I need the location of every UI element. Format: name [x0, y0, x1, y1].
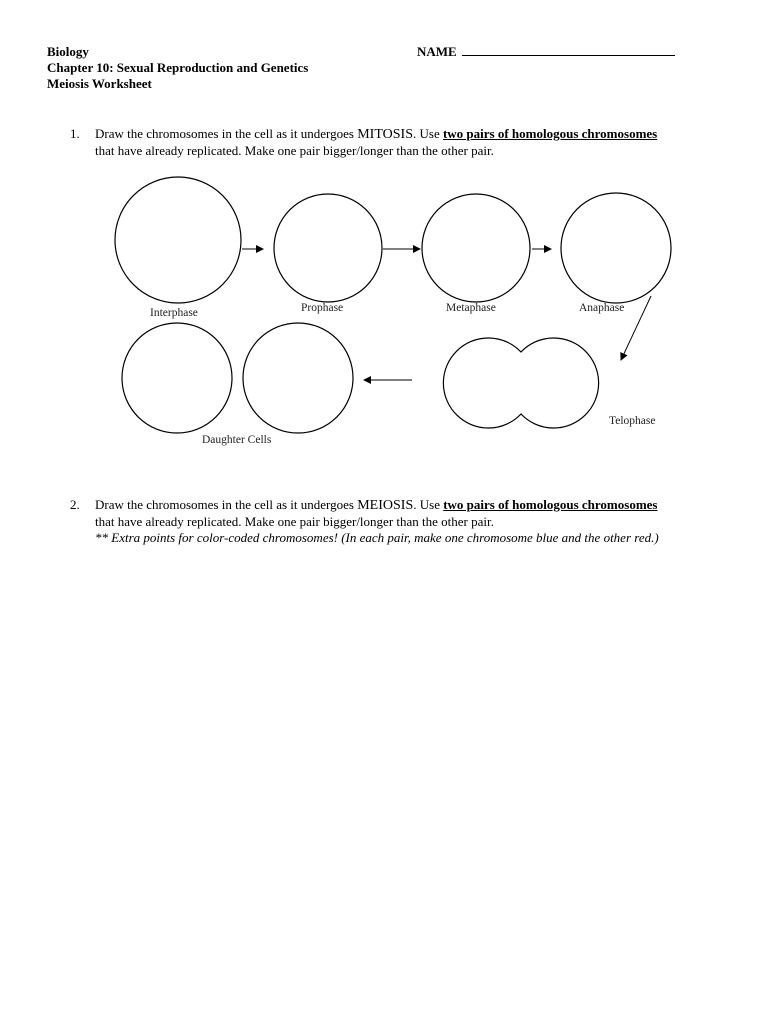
worksheet-header	[47, 44, 308, 92]
name-field[interactable]	[417, 44, 675, 60]
label-metaphase: Metaphase	[446, 302, 496, 314]
question-1-emphasis: two pairs of homologous chromosomes	[442, 126, 658, 141]
question-2-line-2: that have already replicated. Make one pair bigger/longer than the other pair.	[95, 514, 494, 529]
question-1-body	[95, 126, 750, 159]
mitosis-diagram	[100, 170, 720, 460]
question-1-text-a: Draw the chromosomes in the cell as it undergoes	[95, 126, 358, 141]
daughter-cell-left[interactable]	[122, 323, 232, 433]
chapter-title: Chapter 10: Sexual Reproduction and Genetics	[47, 60, 309, 75]
arrow-anaphase-telophase	[621, 296, 651, 360]
question-2-keyword: MEIOSIS	[357, 498, 414, 513]
label-telophase: Telophase	[609, 415, 656, 427]
label-daughter-cells: Daughter Cells	[202, 434, 272, 446]
label-anaphase: Anaphase	[579, 302, 625, 314]
interphase-cell[interactable]	[115, 177, 241, 303]
daughter-cell-right[interactable]	[243, 323, 353, 433]
question-2-text-a: Draw the chromosomes in the cell as it undergoes	[95, 497, 358, 512]
question-2-extra-credit: ** Extra points for color-coded chromosomes! (In each pair, make one chromosome blue and the other red.)	[95, 530, 659, 545]
course-title: Biology	[47, 44, 89, 59]
anaphase-cell[interactable]	[561, 193, 671, 303]
worksheet-title: Meiosis Worksheet	[47, 76, 152, 91]
prophase-cell[interactable]	[274, 194, 382, 302]
label-prophase: Prophase	[301, 302, 344, 314]
question-2	[70, 497, 750, 546]
question-1-line-2: that have already replicated. Make one pair bigger/longer than the other pair.	[95, 143, 494, 158]
telophase-cell[interactable]	[443, 338, 598, 428]
question-1-text-b: . Use	[413, 126, 443, 141]
question-1	[70, 126, 750, 159]
name-label: NAME	[417, 44, 457, 59]
question-1-keyword: MITOSIS	[357, 127, 413, 142]
question-2-text-b: . Use	[413, 497, 444, 512]
question-1-line-1	[95, 126, 750, 143]
question-2-emphasis: two pairs of homologous chromosomes	[443, 497, 658, 512]
name-blank-line[interactable]	[462, 44, 675, 56]
metaphase-cell[interactable]	[422, 194, 530, 302]
question-1-number: 1.	[70, 126, 80, 141]
question-2-body	[95, 497, 750, 546]
label-interphase: Interphase	[150, 307, 198, 319]
question-2-number: 2.	[70, 497, 80, 512]
question-2-line-1	[95, 497, 750, 514]
